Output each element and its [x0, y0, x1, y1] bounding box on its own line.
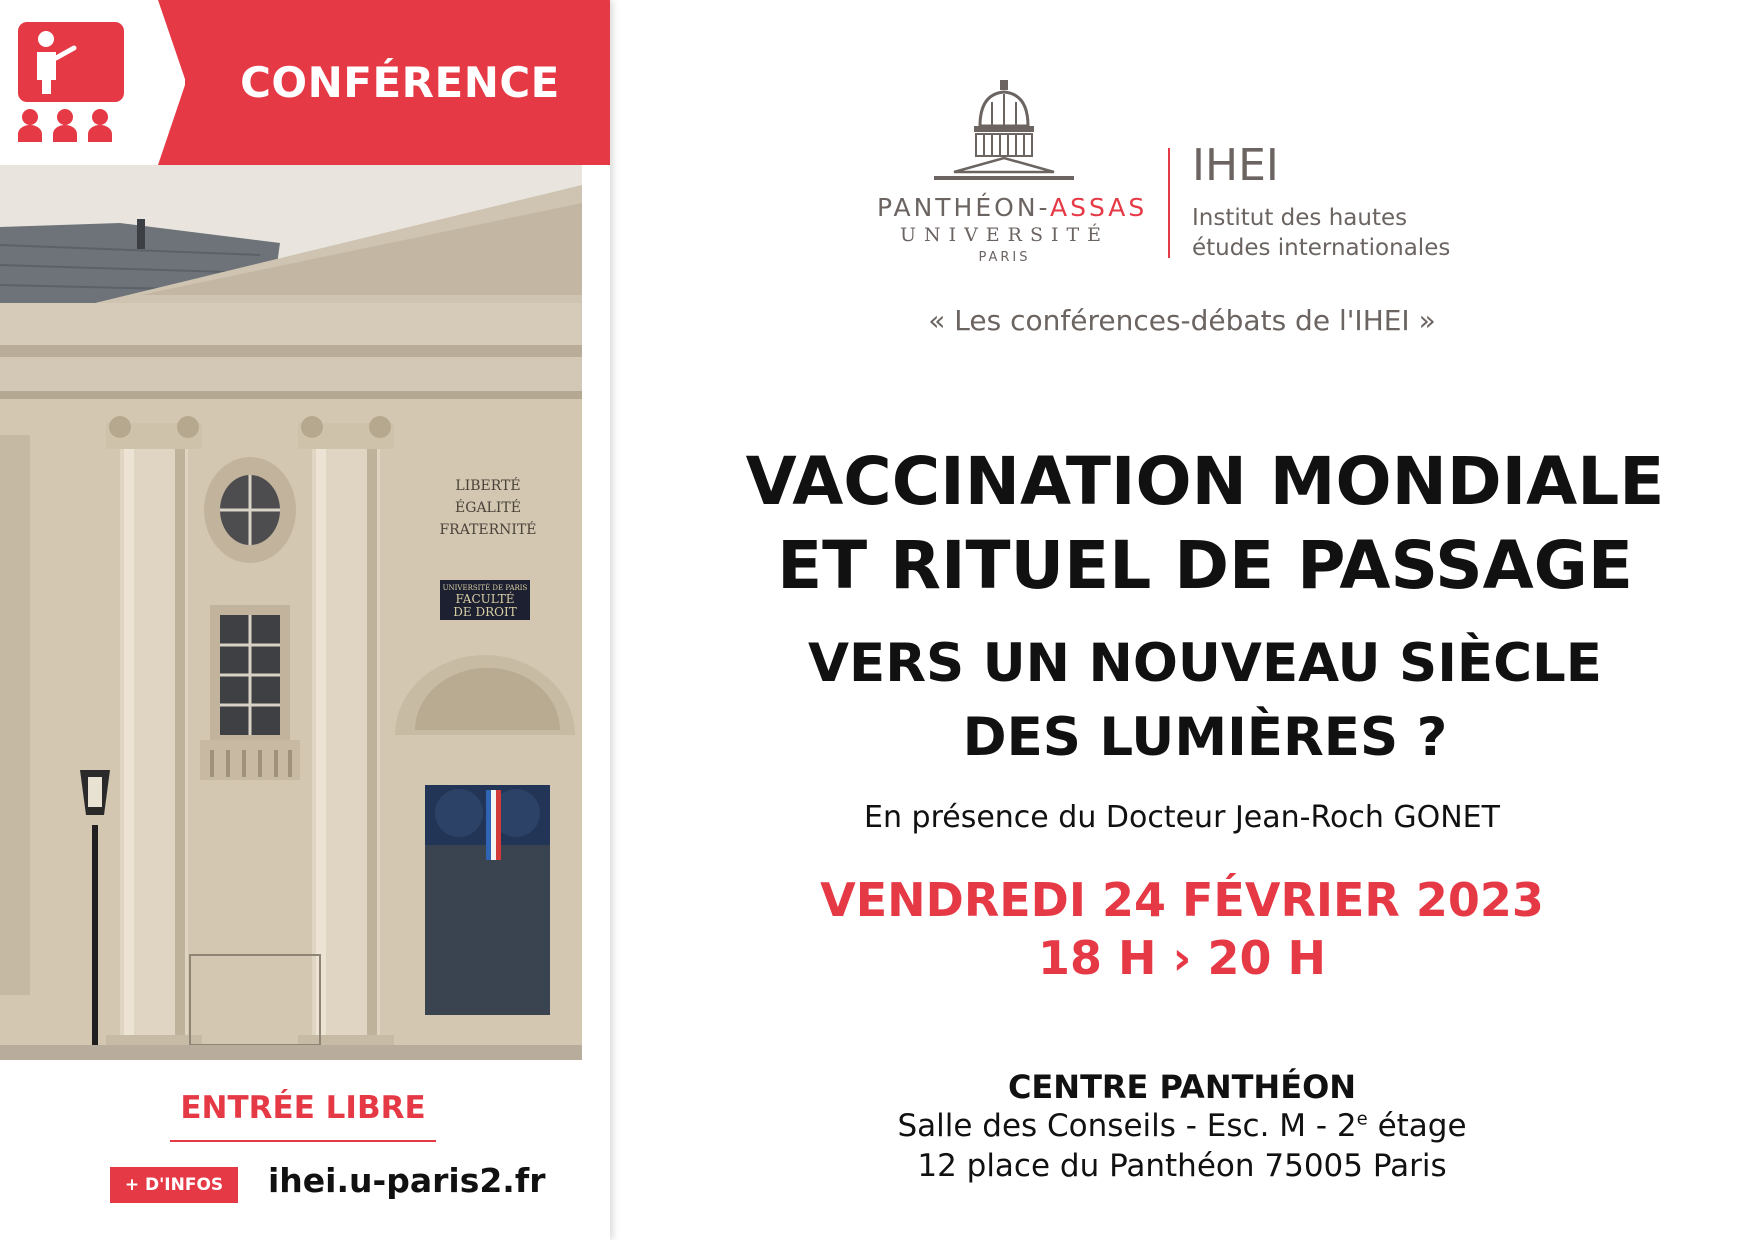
entry-underline — [170, 1140, 436, 1142]
assas-name-part-2: ASSAS — [1050, 193, 1148, 222]
event-subtitle — [660, 627, 1750, 775]
building-photo — [0, 165, 582, 1060]
assas-name — [877, 193, 1148, 222]
title-line-1: VACCINATION MONDIALE — [745, 443, 1665, 520]
banner-icon-box — [0, 0, 185, 165]
inscription-line-1: LIBERTÉ — [455, 478, 521, 494]
room-prefix: Salle des Conseils - Esc. M - 2 — [897, 1108, 1357, 1144]
more-info-tag: + D'INFOS — [110, 1167, 238, 1203]
assas-name-part-1: PANTHÉON- — [877, 193, 1050, 222]
event-title — [660, 440, 1750, 608]
ihei-line-1: Institut des hautes — [1192, 205, 1408, 231]
inscription-line-3: FRATERNITÉ — [439, 522, 537, 538]
banner-label: CONFÉRENCE — [240, 58, 560, 107]
room-suffix: étage — [1367, 1108, 1467, 1144]
venue-name: CENTRE PANTHÉON — [1007, 1068, 1357, 1106]
venue-room — [610, 1108, 1754, 1144]
ihei-line-2: études internationales — [1192, 235, 1451, 261]
subtitle-line-1: VERS UN NOUVEAU SIÈCLE — [807, 633, 1603, 694]
assas-universite: UNIVERSITÉ — [899, 224, 1110, 246]
venue-address: 12 place du Panthéon 75005 Paris — [917, 1148, 1447, 1184]
subtitle-line-2: DES LUMIÈRES ? — [962, 707, 1448, 768]
title-line-2: ET RITUEL DE PASSAGE — [777, 527, 1633, 604]
event-date: VENDREDI 24 FÉVRIER 2023 — [820, 873, 1544, 927]
pantheon-dome-icon — [934, 80, 1074, 184]
info-panel — [0, 1060, 610, 1240]
series-title: « Les conférences-débats de l'IHEI » — [928, 304, 1436, 337]
ihei-full-name — [1192, 203, 1450, 263]
conference-banner — [0, 0, 610, 165]
event-time: 18 H › 20 H — [1037, 931, 1327, 985]
ihei-abbreviation: IHEI — [1192, 140, 1279, 191]
room-ordinal: e — [1356, 1108, 1368, 1130]
speaker-line: En présence du Docteur Jean-Roch GONET — [864, 800, 1500, 835]
presentation-audience-icon — [18, 22, 124, 144]
sign-line-3: DE DROIT — [453, 605, 517, 619]
sign-line-2: FACULTÉ — [455, 592, 515, 606]
sign-line-1: UNIVERSITÉ DE PARIS — [442, 584, 528, 592]
entry-label: ENTRÉE LIBRE — [180, 1090, 426, 1126]
assas-city: PARIS — [978, 250, 1031, 265]
website-link[interactable]: ihei.u-paris2.fr — [268, 1161, 546, 1200]
pantheon-assas-logo — [877, 80, 1148, 265]
left-column — [0, 0, 610, 1240]
logo-divider — [1168, 148, 1170, 258]
inscription-line-2: ÉGALITÉ — [455, 500, 521, 516]
